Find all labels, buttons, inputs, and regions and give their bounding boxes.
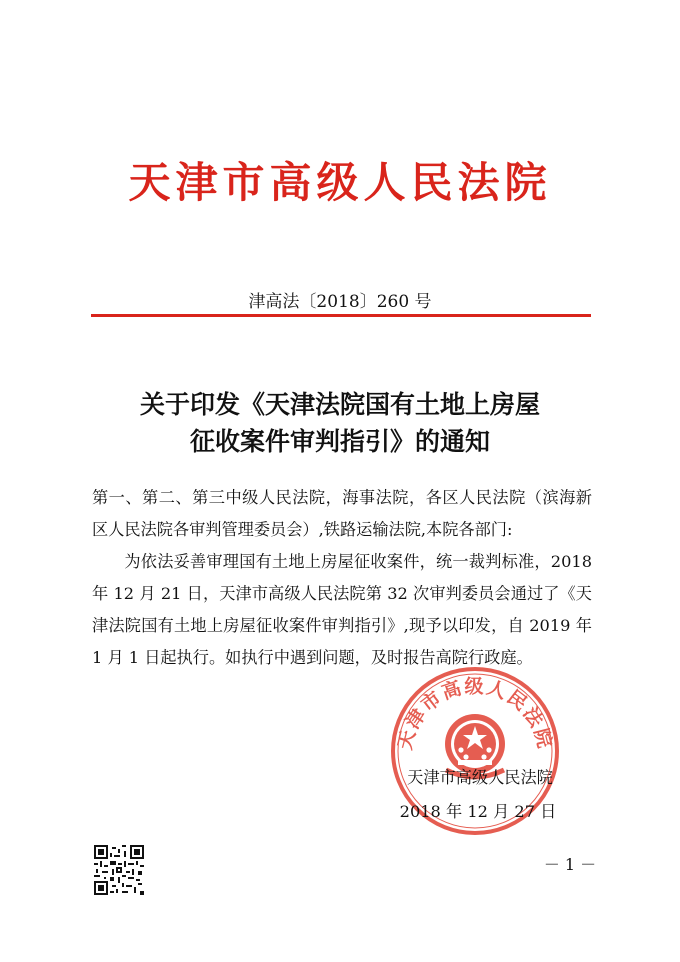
red-divider — [91, 314, 591, 317]
document-body — [92, 482, 592, 674]
page-number: － 1 － — [543, 855, 597, 874]
title-line-1: 关于印发《天津法院国有土地上房屋 — [139, 390, 540, 419]
signing-date: 2018 年 12 月 27 日 — [399, 802, 557, 821]
body-paragraph: 为依法妥善审理国有土地上房屋征收案件，统一裁判标准，2018 年 12 月 21 日，天津市高级人民法院第 32 次审判委员会通过了《天津法院国有土地上房屋征收案件审判指引》,现予以印发，自 2019 年 1 月 1 日起执行。如执行中遇到问题，及时报告高院行政庭。 — [92, 552, 592, 667]
document-number: 津高法〔2018〕260 号 — [248, 292, 432, 312]
qr-code — [94, 845, 144, 895]
seal-text: 天津市高级人民法院 — [393, 675, 557, 753]
addressees: 第一、第二、第三中级人民法院，海事法院，各区人民法院（滨海新区人民法院各审判管理委员会）,铁路运输法院,本院各部门: — [92, 488, 592, 539]
document-title — [60, 386, 620, 460]
signing-organization: 天津市高级人民法院 — [407, 768, 553, 787]
court-name-header: 天津市高级人民法院 — [128, 158, 552, 207]
title-line-2: 征收案件审判指引》的通知 — [189, 427, 490, 456]
